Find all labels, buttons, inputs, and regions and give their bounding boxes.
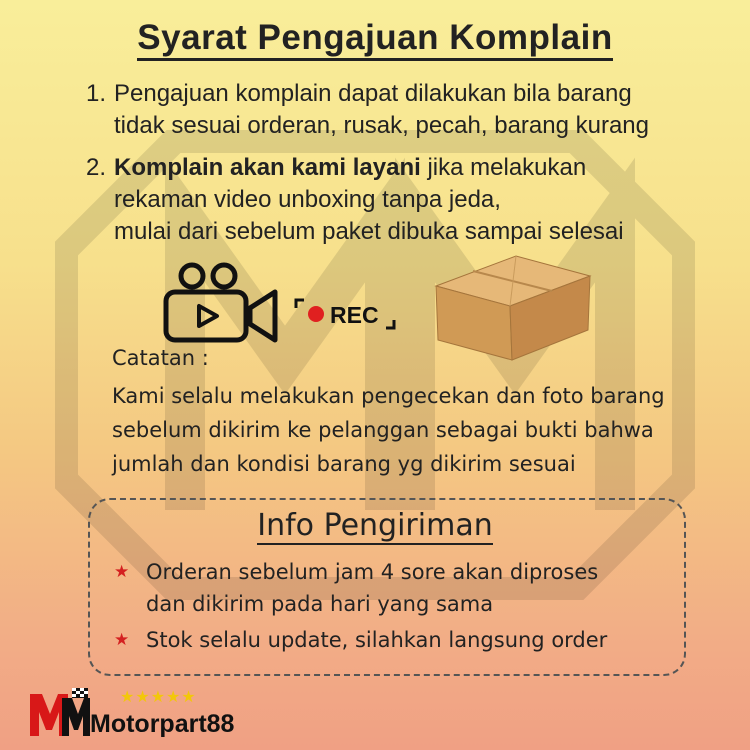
rule-2 [86, 152, 736, 248]
rating-stars: ★★★★★ [120, 689, 197, 706]
rule-2-line-3: mulai dari sebelum paket dibuka sampai selesai [114, 218, 624, 245]
star-bullet-icon: ★ [114, 630, 130, 649]
rule-2-line-2: rekaman video unboxing tanpa jeda, [114, 186, 501, 213]
cardboard-box-icon [430, 248, 595, 366]
rule-2-line-1-rest: jika melakukan [420, 154, 587, 181]
mm-logo-mark [28, 688, 90, 738]
note-line-3: jumlah dan kondisi barang yg dikirim sesuai [112, 452, 576, 476]
rec-label: REC [330, 302, 379, 328]
star-bullet-icon: ★ [114, 562, 130, 581]
rule-2-bold-text: Komplain akan kami layani [114, 154, 421, 181]
note-line-2: sebelum dikirim ke pelanggan sebagai bukti bahwa [112, 418, 654, 442]
rule-1-line-2: tidak sesuai orderan, rusak, pecah, barang kurang [114, 112, 649, 139]
note-label: Catatan : [112, 346, 209, 370]
info-bullet-1-line-2: dan dikirim pada hari yang sama [146, 592, 494, 616]
info-bullet-1-line-1: Orderan sebelum jam 4 sore akan diproses [146, 560, 599, 584]
info-bullet-2: Stok selalu update, silahkan langsung order [146, 628, 608, 652]
note-line-1: Kami selalu melakukan pengecekan dan foto barang [112, 384, 665, 408]
brand-logo [28, 688, 258, 742]
rule-1 [86, 78, 726, 142]
video-camera-icon [162, 262, 280, 344]
rule-1-number: 1. [86, 80, 107, 107]
rule-1-line-1: Pengajuan komplain dapat dilakukan bila barang [114, 80, 632, 107]
page-title: Syarat Pengajuan Komplain [0, 18, 750, 58]
rule-2-number: 2. [86, 154, 107, 181]
info-title: Info Pengiriman [257, 508, 493, 543]
brand-name: Motorpart88 [90, 710, 235, 738]
